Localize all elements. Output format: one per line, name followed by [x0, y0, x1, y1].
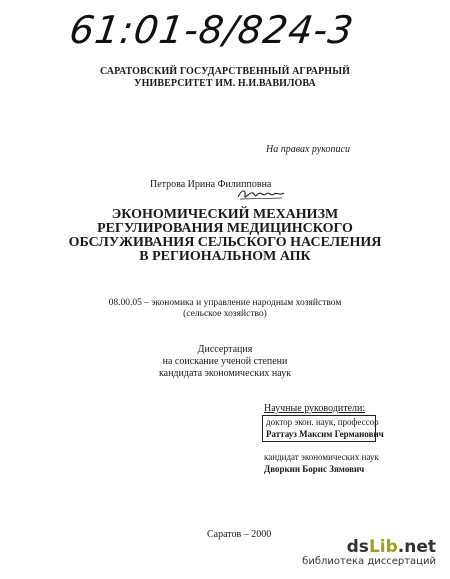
title-line-3: ОБСЛУЖИВАНИЯ СЕЛЬСКОГО НАСЕЛЕНИЯ [68, 235, 382, 250]
degree-statement [0, 344, 450, 380]
title-line-2: РЕГУЛИРОВАНИЯ МЕДИЦИНСКОГО [97, 221, 353, 236]
university-line-2: УНИВЕРСИТЕТ ИМ. Н.И.ВАВИЛОВА [134, 78, 316, 89]
degree-line-2: на соискание ученой степени [162, 356, 288, 367]
specialty-line-1: 08.00.05 – экономика и управление народным хозяйством [108, 298, 342, 308]
author-name: Петрова Ирина Филипповна [150, 179, 272, 190]
dslib-logo [302, 538, 436, 556]
title-line-1: ЭКОНОМИЧЕСКИЙ МЕХАНИЗМ [111, 207, 339, 222]
first-supervisor-name: Раттауз Максим Германович [266, 429, 384, 439]
handwritten-catalog-code: 61:01-8/824-3 [66, 8, 357, 52]
watermark-subtitle: библиотека диссертаций [302, 556, 436, 567]
degree-line-1: Диссертация [197, 344, 253, 355]
first-supervisor-title: доктор экон. наук, профессор [266, 417, 379, 427]
degree-line-3: кандидата экономических наук [158, 368, 292, 379]
signature-icon [236, 187, 288, 201]
second-supervisor-name: Дворкин Борис Зямович [264, 464, 365, 474]
university-line-1: САРАТОВСКИЙ ГОСУДАРСТВЕННЫЙ АГРАРНЫЙ [99, 66, 350, 77]
logo-prefix: ds [346, 537, 369, 557]
specialty-code [0, 298, 450, 320]
logo-main: Lib [368, 537, 398, 557]
title-line-4: В РЕГИОНАЛЬНОМ АПК [139, 249, 311, 264]
university-name [0, 66, 450, 90]
first-supervisor-box [262, 415, 384, 442]
dslib-watermark[interactable] [302, 538, 436, 568]
supervisors-label: Научные руководители: [264, 403, 366, 414]
logo-suffix: .net [397, 537, 436, 557]
second-supervisor-title: кандидат экономических наук [264, 452, 379, 462]
specialty-line-2: (сельское хозяйство) [183, 309, 267, 319]
rights-note: На правах рукописи [266, 144, 350, 155]
dissertation-title [0, 208, 450, 264]
city-year: Саратов – 2000 [207, 529, 272, 540]
second-supervisor [264, 451, 379, 475]
